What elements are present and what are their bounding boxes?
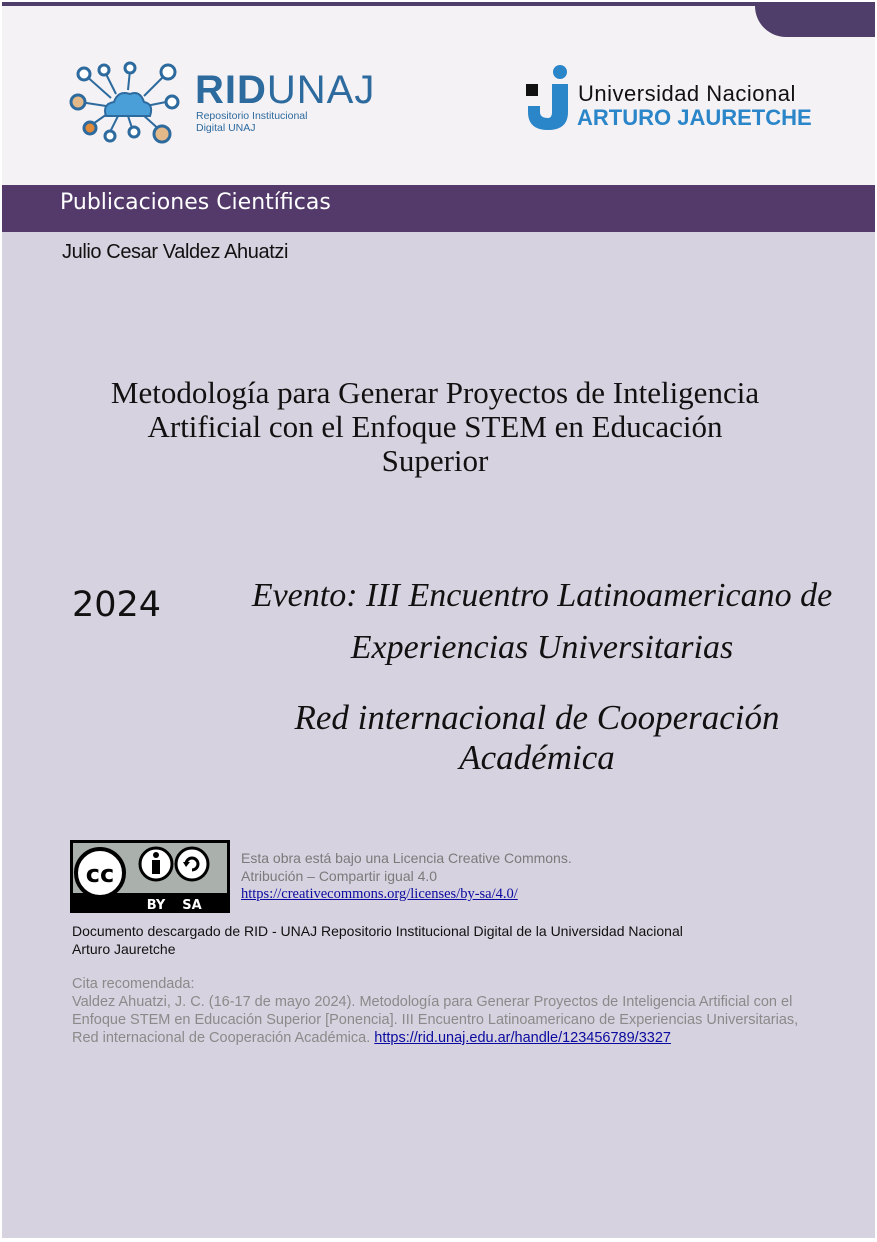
event-line2: Experiencias Universitarias [350, 629, 734, 666]
unaj-logo-icon [522, 62, 574, 134]
download-note: Documento descargado de RID - UNAJ Repositorio Institucional Digital de la Universidad Nacional Arturo Jauretche [72, 923, 683, 957]
citation-heading: Cita recomendada: [72, 976, 195, 992]
cc-badge-by: BY [146, 898, 166, 913]
event-network: Red internacional de Cooperación Académica [294, 698, 780, 777]
cc-badge-label: cc [85, 860, 115, 888]
university-name-line1: Universidad Nacional [578, 81, 796, 106]
rid-network-cloud-icon [66, 60, 186, 150]
rid-logo-text [195, 68, 375, 113]
document-title [42, 376, 828, 478]
citation-text: Valdez Ahuatzi, J. C. (16-17 de mayo 2024). Metodología para Generar Proyectos de Inteligencia Artificial con el Enfoque STEM en Educación Superior [Ponencia]. III Encuentro Latinoamericano de Experiencias Universitarias, Red internacional de Cooperación Académica. [72, 994, 799, 1046]
license-line1: Esta obra está bajo una Licencia Creative Commons. [241, 850, 572, 866]
rid-logo-bold: RID [195, 68, 267, 112]
citation-link[interactable]: https://rid.unaj.edu.ar/handle/123456789/3327 [374, 1030, 671, 1046]
license-line2: Atribución – Compartir igual 4.0 [241, 868, 438, 884]
license-link[interactable]: https://creativecommons.org/licenses/by-sa/4.0/ [241, 886, 518, 902]
author-name: Julio Cesar Valdez Ahuatzi [62, 241, 289, 263]
university-name-line2: ARTURO JAURETCHE [577, 105, 812, 130]
recommended-citation [72, 975, 812, 1047]
rid-logo-subtitle [196, 110, 307, 134]
citation-body [72, 993, 812, 1047]
title-line2: Artificial con el Enfoque STEM en Educación [147, 409, 723, 444]
event-line1: Evento: III Encuentro Latinoamericano de [251, 577, 833, 614]
header-corner-decoration [755, 6, 875, 37]
section-banner-label: Publicaciones Científicas [60, 190, 331, 215]
cover-page [2, 2, 875, 1238]
rid-subtitle-line1: Repositorio Institucional [196, 110, 308, 122]
cc-by-sa-badge [70, 840, 230, 913]
title-line3: Superior [381, 443, 489, 478]
title-line1: Metodología para Generar Proyectos de Inteligencia [110, 375, 760, 410]
rid-logo-thin: UNAJ [266, 68, 376, 112]
cc-badge-sa: SA [182, 898, 202, 913]
publication-year: 2024 [72, 585, 162, 625]
rid-subtitle-line2: Digital UNAJ [196, 122, 256, 134]
